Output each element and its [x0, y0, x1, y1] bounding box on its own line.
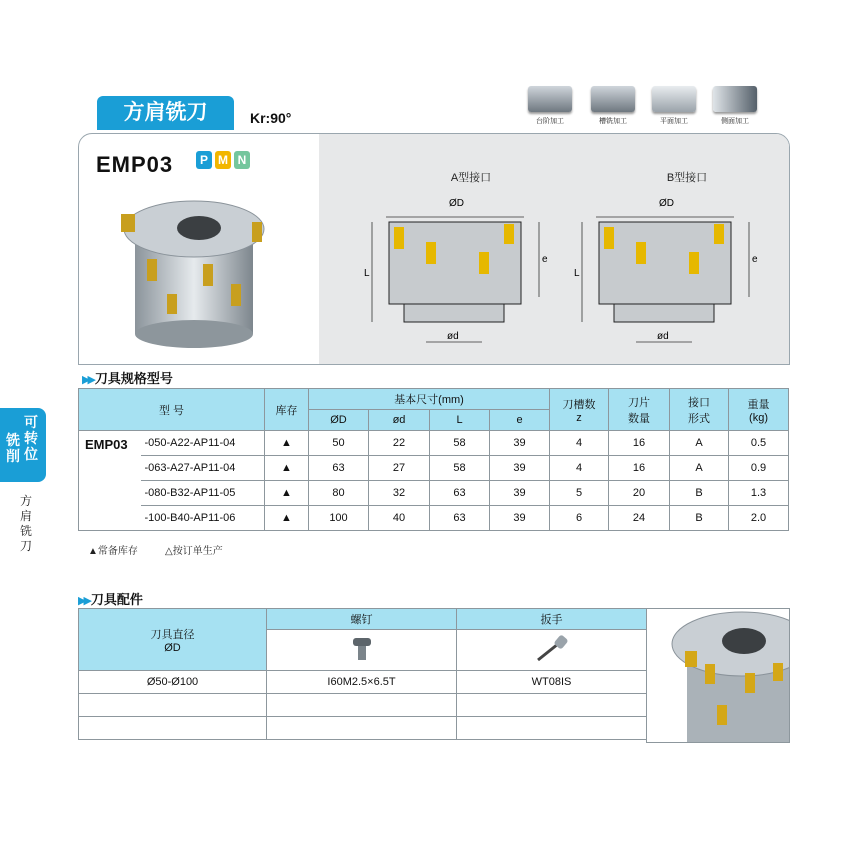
model-prefix: EMP03 — [79, 431, 141, 531]
note-stock: ▲常备库存 — [88, 546, 138, 557]
category-line-2: 铣削 — [6, 432, 20, 464]
row-e: 39 — [490, 456, 550, 481]
row-weight: 1.3 — [729, 481, 789, 506]
row-e: 39 — [490, 431, 550, 456]
row-z: 5 — [550, 481, 609, 506]
row-model: -080-B32-AP11-05 — [141, 481, 265, 506]
side-milling-icon — [713, 86, 757, 112]
row-d: 27 — [369, 456, 430, 481]
row-weight: 2.0 — [729, 506, 789, 531]
table-row — [79, 506, 789, 531]
step-milling-icon — [528, 86, 572, 112]
row-e: 39 — [490, 481, 550, 506]
dim-e-label: e — [752, 254, 758, 265]
double-arrow-icon: ▶▶ — [78, 595, 89, 607]
header-basic-dims: 基本尺寸(mm) — [309, 389, 550, 410]
row-L: 63 — [430, 506, 490, 531]
table-row — [79, 456, 789, 481]
row-interface: A — [670, 431, 729, 456]
row-model: -063-A27-AP11-04 — [141, 456, 265, 481]
row-D: 80 — [309, 481, 369, 506]
dim-L-label: L — [574, 268, 580, 279]
row-D: 63 — [309, 456, 369, 481]
header-diameter: 刀具直径 ØD — [79, 609, 267, 671]
interface-a-drawing — [364, 192, 549, 362]
accessory-photo — [646, 608, 790, 743]
row-L: 63 — [430, 481, 490, 506]
row-d: 32 — [369, 481, 430, 506]
operation-label: 侧面加工 — [721, 118, 749, 125]
face-milling-icon — [652, 86, 696, 112]
operation-face — [647, 86, 701, 126]
header-weight: 重量 (kg) — [729, 389, 789, 431]
row-stock: ▲ — [265, 456, 309, 481]
empty-cell — [79, 717, 267, 740]
product-model: EMP03 — [96, 152, 174, 177]
slot-milling-icon — [591, 86, 635, 112]
acc-screw-value: I60M2.5×6.5T — [267, 671, 457, 694]
header-inserts: 刀片 数量 — [609, 389, 670, 431]
spec-section-heading — [82, 368, 173, 387]
empty-cell — [267, 717, 457, 740]
row-weight: 0.9 — [729, 456, 789, 481]
row-D: 50 — [309, 431, 369, 456]
operation-label: 台阶加工 — [536, 118, 564, 125]
acc-section-heading — [78, 589, 143, 608]
accessories-table — [78, 608, 647, 740]
spec-table — [78, 388, 789, 531]
row-D: 100 — [309, 506, 369, 531]
dim-d-label: ød — [447, 331, 459, 342]
category-line-1: 可转位 — [24, 414, 38, 462]
row-weight: 0.5 — [729, 431, 789, 456]
dim-L-label: L — [364, 268, 370, 279]
dim-e-label: e — [542, 254, 548, 265]
row-z: 6 — [550, 506, 609, 531]
cutter-photo — [107, 184, 277, 354]
header-screw: 螺钉 — [267, 609, 457, 630]
dim-D-label: ØD — [659, 198, 674, 209]
operation-slot — [586, 86, 640, 126]
wrench-icon — [532, 634, 572, 664]
material-badge-m: M — [215, 151, 231, 169]
header-stock: 库存 — [265, 389, 309, 431]
material-badge-n: N — [234, 151, 250, 169]
category-subtitle: 方肩铣刀 — [20, 494, 33, 553]
header-e: e — [490, 410, 550, 431]
empty-cell — [79, 694, 267, 717]
approach-angle: Kr:90° — [250, 110, 292, 126]
operation-label: 平面加工 — [660, 118, 688, 125]
row-model: -100-B40-AP11-06 — [141, 506, 265, 531]
header-d: ød — [369, 410, 430, 431]
double-arrow-icon: ▶▶ — [82, 374, 93, 386]
acc-wrench-value: WT08IS — [457, 671, 647, 694]
row-e: 39 — [490, 506, 550, 531]
row-interface: A — [670, 456, 729, 481]
row-inserts: 20 — [609, 481, 670, 506]
row-z: 4 — [550, 456, 609, 481]
empty-cell — [457, 694, 647, 717]
row-inserts: 16 — [609, 431, 670, 456]
product-panel — [78, 133, 790, 365]
material-badge-p: P — [196, 151, 212, 169]
empty-cell — [457, 717, 647, 740]
header-flutes: 刀槽数 z — [550, 389, 609, 431]
row-z: 4 — [550, 431, 609, 456]
operation-side — [708, 86, 762, 126]
row-L: 58 — [430, 456, 490, 481]
screw-image-cell — [267, 630, 457, 671]
cutter-closeup-image — [647, 609, 789, 742]
dim-d-label: ød — [657, 331, 669, 342]
row-inserts: 16 — [609, 456, 670, 481]
note-order: △按订单生产 — [165, 546, 223, 557]
acc-diameter-value: Ø50-Ø100 — [79, 671, 267, 694]
category-tab[interactable] — [0, 408, 46, 482]
section-title-tab: 方肩铣刀 — [97, 96, 234, 130]
header-D: ØD — [309, 410, 369, 431]
row-d: 40 — [369, 506, 430, 531]
row-stock: ▲ — [265, 431, 309, 456]
interface-b-title: B型接口 — [666, 172, 708, 184]
row-interface: B — [670, 506, 729, 531]
spec-section-title: 刀具规格型号 — [94, 371, 173, 386]
empty-cell — [267, 694, 457, 717]
operation-label: 槽铣加工 — [599, 118, 627, 125]
wrench-image-cell — [457, 630, 647, 671]
header-model: 型 号 — [79, 389, 265, 431]
header-L: L — [430, 410, 490, 431]
row-model: -050-A22-AP11-04 — [141, 431, 265, 456]
interface-b-drawing — [574, 192, 759, 362]
acc-section-title: 刀具配件 — [90, 592, 143, 607]
table-row — [79, 431, 789, 456]
interface-a-title: A型接口 — [450, 172, 492, 184]
table-row — [79, 481, 789, 506]
row-interface: B — [670, 481, 729, 506]
row-stock: ▲ — [265, 506, 309, 531]
header-wrench: 扳手 — [457, 609, 647, 630]
row-inserts: 24 — [609, 506, 670, 531]
header-interface: 接口 形式 — [670, 389, 729, 431]
operation-step — [523, 86, 577, 126]
screw-icon — [347, 636, 377, 662]
row-d: 22 — [369, 431, 430, 456]
row-L: 58 — [430, 431, 490, 456]
dim-D-label: ØD — [449, 198, 464, 209]
row-stock: ▲ — [265, 481, 309, 506]
